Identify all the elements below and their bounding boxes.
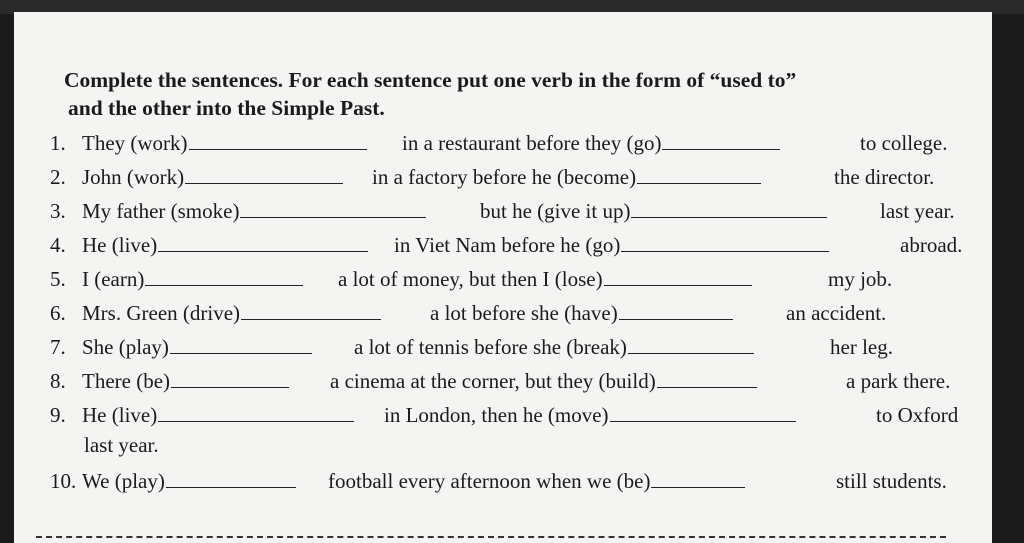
item-part-c: still students. [836, 469, 947, 493]
item-part-b: football every afternoon when we (be) [328, 469, 651, 493]
answer-blank-1a[interactable] [189, 129, 367, 150]
item-part-b: in London, then he (move) [384, 403, 609, 427]
item-number: 4. [50, 233, 66, 257]
exercise-instructions [50, 66, 980, 122]
exercise-item-5 [50, 262, 980, 296]
answer-blank-6a[interactable] [241, 299, 381, 320]
answer-blank-6b[interactable] [619, 299, 733, 320]
item-number: 5. [50, 267, 66, 291]
item-number: 2. [50, 165, 66, 189]
item-part-a: I (earn) [82, 267, 145, 291]
item-part-a: Mrs. Green (drive) [82, 301, 241, 325]
item-part-b: a lot of tennis before she (break) [354, 335, 627, 359]
item-part-a: He (live) [82, 403, 158, 427]
answer-blank-10a[interactable] [166, 467, 296, 488]
exercise-item-3 [50, 194, 980, 228]
answer-blank-7b[interactable] [628, 333, 754, 354]
item-part-b: a lot of money, but then I (lose) [338, 267, 603, 291]
exercise-content [50, 66, 980, 498]
item-part-b: in a factory before he (become) [372, 165, 637, 189]
answer-blank-3a[interactable] [240, 197, 426, 218]
item-part-a: My father (smoke) [82, 199, 240, 223]
item-number: 9. [50, 403, 66, 427]
instruction-line-1: Complete the sentences. For each sentence put one verb in the form of “used to” [64, 68, 797, 92]
item-part-c: to Oxford [876, 403, 959, 427]
item-number: 10. [50, 469, 77, 493]
item-continuation: last year. [84, 433, 159, 457]
item-part-a: There (be) [82, 369, 171, 393]
item-number: 6. [50, 301, 66, 325]
exercise-item-1 [50, 126, 980, 160]
answer-blank-5a[interactable] [145, 265, 303, 286]
exercise-item-10 [50, 464, 980, 498]
item-part-a: We (play) [82, 469, 165, 493]
answer-blank-4a[interactable] [158, 231, 368, 252]
item-part-c: the director. [834, 165, 935, 189]
exercise-item-2 [50, 160, 980, 194]
exercise-item-7 [50, 330, 980, 364]
answer-blank-1b[interactable] [662, 129, 780, 150]
item-part-b: a lot before she (have) [430, 301, 618, 325]
answer-blank-5b[interactable] [604, 265, 752, 286]
answer-blank-4b[interactable] [621, 231, 829, 252]
item-part-c: my job. [828, 267, 893, 291]
item-part-c: her leg. [830, 335, 893, 359]
exercise-item-8 [50, 364, 980, 398]
answer-blank-10b[interactable] [651, 467, 745, 488]
instruction-line-2: and the other into the Simple Past. [68, 96, 385, 120]
item-part-c: to college. [860, 131, 948, 155]
item-part-b: in Viet Nam before he (go) [394, 233, 621, 257]
item-part-c: an accident. [786, 301, 887, 325]
item-part-c: abroad. [900, 233, 963, 257]
answer-blank-2b[interactable] [637, 163, 761, 184]
item-part-a: She (play) [82, 335, 169, 359]
item-part-a: He (live) [82, 233, 158, 257]
item-part-a: John (work) [82, 165, 185, 189]
item-part-b: but he (give it up) [480, 199, 631, 223]
answer-blank-8a[interactable] [171, 367, 289, 388]
answer-blank-7a[interactable] [170, 333, 312, 354]
item-part-b: a cinema at the corner, but they (build) [330, 369, 656, 393]
item-number: 3. [50, 199, 66, 223]
answer-blank-3b[interactable] [631, 197, 827, 218]
answer-blank-2a[interactable] [185, 163, 343, 184]
exercise-item-9 [50, 398, 980, 464]
item-part-b: in a restaurant before they (go) [402, 131, 662, 155]
dashed-separator [36, 536, 946, 538]
item-number: 1. [50, 131, 66, 155]
item-part-c: last year. [880, 199, 955, 223]
exercise-item-4 [50, 228, 980, 262]
exercise-item-6 [50, 296, 980, 330]
answer-blank-9a[interactable] [158, 401, 354, 422]
answer-blank-9b[interactable] [610, 401, 796, 422]
item-part-c: a park there. [846, 369, 951, 393]
item-number: 7. [50, 335, 66, 359]
answer-blank-8b[interactable] [657, 367, 757, 388]
item-part-a: They (work) [82, 131, 188, 155]
item-number: 8. [50, 369, 66, 393]
